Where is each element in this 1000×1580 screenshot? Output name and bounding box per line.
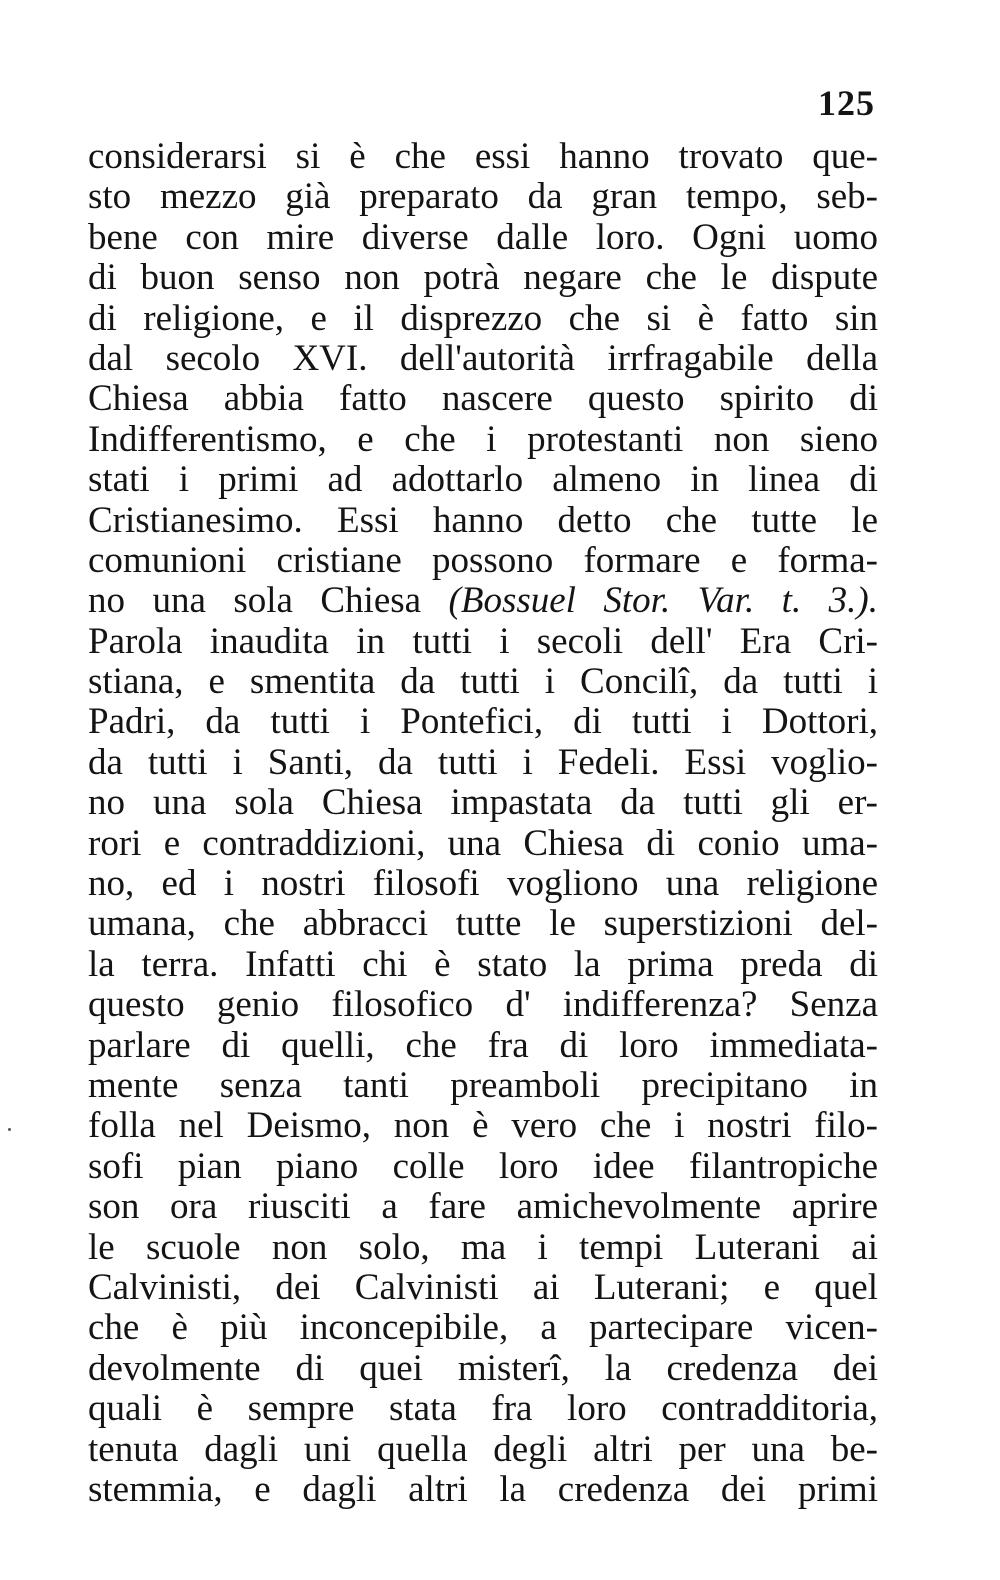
text-line-segment: no una sola Chiesa [88, 580, 449, 622]
text-line: mente senza tanti preamboli precipitano in [88, 1064, 878, 1106]
text-line: folla nel Deismo, non è vero che i nostri filo- [88, 1105, 878, 1147]
text-line: stiana, e smentita da tutti i Concilî, da tutti i [88, 661, 878, 703]
text-line: tenuta dagli uni quella degli altri per una be- [88, 1428, 878, 1470]
text-line: no una sola Chiesa impastata da tutti gli er- [88, 782, 878, 824]
text-line: le scuole non solo, ma i tempi Luterani ai [88, 1226, 878, 1268]
text-line: stati i primi ad adottarlo almeno in linea di [88, 459, 878, 501]
text-line: Padri, da tutti i Pontefici, di tutti i Dottori, [88, 701, 878, 743]
print-speck [8, 1128, 11, 1131]
text-line: questo genio filosofico d' indifferenza? Senza [88, 984, 878, 1026]
text-line: Parola inaudita in tutti i secoli dell' Era Cri- [88, 620, 878, 662]
text-line: considerarsi si è che essi hanno trovato que- [88, 136, 878, 177]
text-line: di buon senso non potrà negare che le dispute [88, 257, 878, 299]
text-line: sofi pian piano colle loro idee filantropiche [88, 1145, 878, 1187]
body-text [88, 137, 878, 1510]
citation-italic: (Bossuel Stor. Var. t. 3.). [448, 580, 878, 622]
text-line: quali è sempre stata fra loro contradditoria, [88, 1388, 878, 1430]
text-line: Cristianesimo. Essi hanno detto che tutte le [88, 499, 878, 541]
text-line: parlare di quelli, che fra di loro immediata- [88, 1024, 878, 1066]
text-line: son ora riusciti a fare amichevolmente aprire [88, 1186, 878, 1228]
text-line: dal secolo XVI. dell'autorità irrfragabile della [88, 337, 878, 379]
text-line: stemmia, e dagli altri la credenza dei primi [88, 1468, 878, 1510]
text-line: bene con mire diverse dalle loro. Ogni uomo [88, 216, 878, 258]
text-line: rori e contraddizioni, una Chiesa di conio uma- [88, 822, 878, 864]
page-number: 125 [818, 83, 875, 123]
text-line [88, 581, 878, 621]
text-line: che è più inconcepibile, a partecipare vicen- [88, 1307, 878, 1349]
text-line: no, ed i nostri filosofi vogliono una religione [88, 863, 878, 905]
text-line: sto mezzo già preparato da gran tempo, seb- [88, 176, 878, 218]
text-line: Indifferentismo, e che i protestanti non sieno [88, 418, 878, 460]
text-line: Chiesa abbia fatto nascere questo spirito di [88, 378, 878, 420]
text-line: Calvinisti, dei Calvinisti ai Luterani; e quel [88, 1266, 878, 1308]
text-line: comunioni cristiane possono formare e forma- [88, 539, 878, 581]
text-line: da tutti i Santi, da tutti i Fedeli. Essi voglio- [88, 741, 878, 783]
text-line: umana, che abbracci tutte le superstizioni del- [88, 903, 878, 945]
text-line: devolmente di quei misterî, la credenza dei [88, 1347, 878, 1389]
text-line: la terra. Infatti chi è stato la prima preda di [88, 943, 878, 985]
text-line: di religione, e il disprezzo che si è fatto sin [88, 297, 878, 339]
